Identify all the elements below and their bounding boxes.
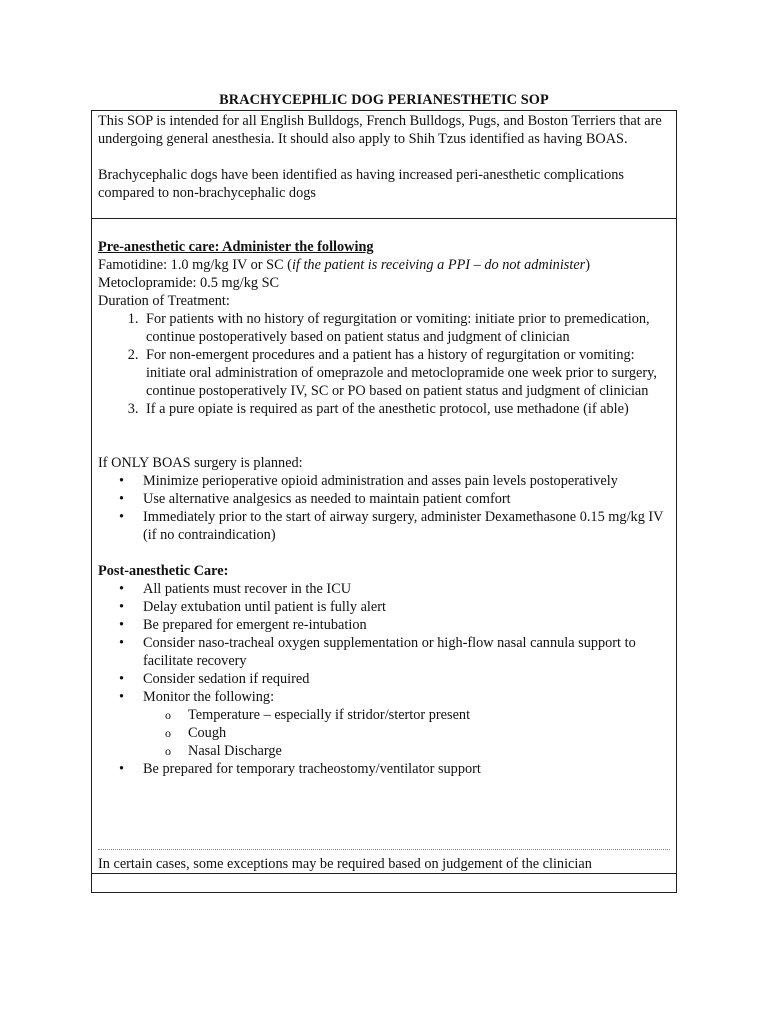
intro-paragraph-1: This SOP is intended for all English Bulldogs, French Bulldogs, Pugs, and Boston Terriers that are undergoing general anesthesia. It should also apply to Shih Tzus identified as having BOAS.	[98, 113, 662, 147]
monitor-label: Monitor the following:	[143, 689, 275, 705]
post-item-6	[143, 688, 670, 760]
monitor-item-1: o Temperature – especially if stridor/stertor present	[188, 706, 670, 724]
post-item-3: • Be prepared for emergent re-intubation	[143, 616, 670, 634]
post-item-4: • Consider naso-tracheal oxygen supplementation or high-flow nasal cannula support to facilitate recovery	[143, 634, 670, 670]
monitor-item-2: o Cough	[188, 724, 670, 742]
duration-item-3: 3. If a pure opiate is required as part of the anesthetic protocol, use methadone (if able)	[142, 400, 670, 418]
pre-anesthetic-heading: Pre-anesthetic care: Administer the following	[98, 239, 374, 255]
boas-item-3: • Immediately prior to the start of airway surgery, administer Dexamethasone 0.15 mg/kg IV (if no contraindication)	[143, 508, 670, 544]
duration-list	[98, 310, 670, 418]
monitor-list	[143, 706, 670, 760]
boas-item-2: • Use alternative analgesics as needed to maintain patient comfort	[143, 490, 670, 508]
duration-label: Duration of Treatment:	[98, 293, 230, 309]
monitor-item-3: o Nasal Discharge	[188, 742, 670, 760]
empty-row	[91, 873, 677, 893]
duration-item-2: 2. For non-emergent procedures and a patient has a history of regurgitation or vomiting: initiate oral administration of omeprazole and metoclopramide one week prior to surgery, continue postoperatively IV, SC or PO based on patient status and judgment of clinician	[142, 346, 670, 400]
famotidine-line	[98, 256, 670, 274]
famotidine-dose: Famotidine: 1.0 mg/kg IV or SC (	[98, 257, 292, 273]
post-anesthetic-heading: Post-anesthetic Care:	[98, 563, 229, 579]
duration-item-1: 1. For patients with no history of regurgitation or vomiting: initiate prior to premedication, continue postoperatively based on patient status and judgment of clinician	[142, 310, 670, 346]
boas-list	[98, 472, 670, 544]
post-item-2: • Delay extubation until patient is fully alert	[143, 598, 670, 616]
post-item-1: • All patients must recover in the ICU	[143, 580, 670, 598]
boas-lead: If ONLY BOAS surgery is planned:	[98, 455, 303, 471]
famotidine-close: )	[585, 257, 591, 273]
intro-box	[91, 110, 677, 219]
dotted-divider	[98, 849, 670, 850]
boas-item-1: • Minimize perioperative opioid administration and asses pain levels postoperatively	[143, 472, 670, 490]
post-item-7: • Be prepared for temporary tracheostomy/ventilator support	[143, 760, 670, 778]
famotidine-note: if the patient is receiving a PPI – do not administer	[291, 257, 586, 273]
intro-paragraph-2: Brachycephalic dogs have been identified as having increased peri-anesthetic complications compared to non-brachycephalic dogs	[98, 167, 624, 201]
footer-note: In certain cases, some exceptions may be required based on judgement of the clinician	[98, 856, 592, 872]
post-list	[98, 580, 670, 778]
document-title: BRACHYCEPHLIC DOG PERIANESTHETIC SOP	[219, 92, 549, 108]
metoclopramide-line: Metoclopramide: 0.5 mg/kg SC	[98, 275, 280, 291]
care-box	[91, 218, 677, 874]
post-item-5: • Consider sedation if required	[143, 670, 670, 688]
